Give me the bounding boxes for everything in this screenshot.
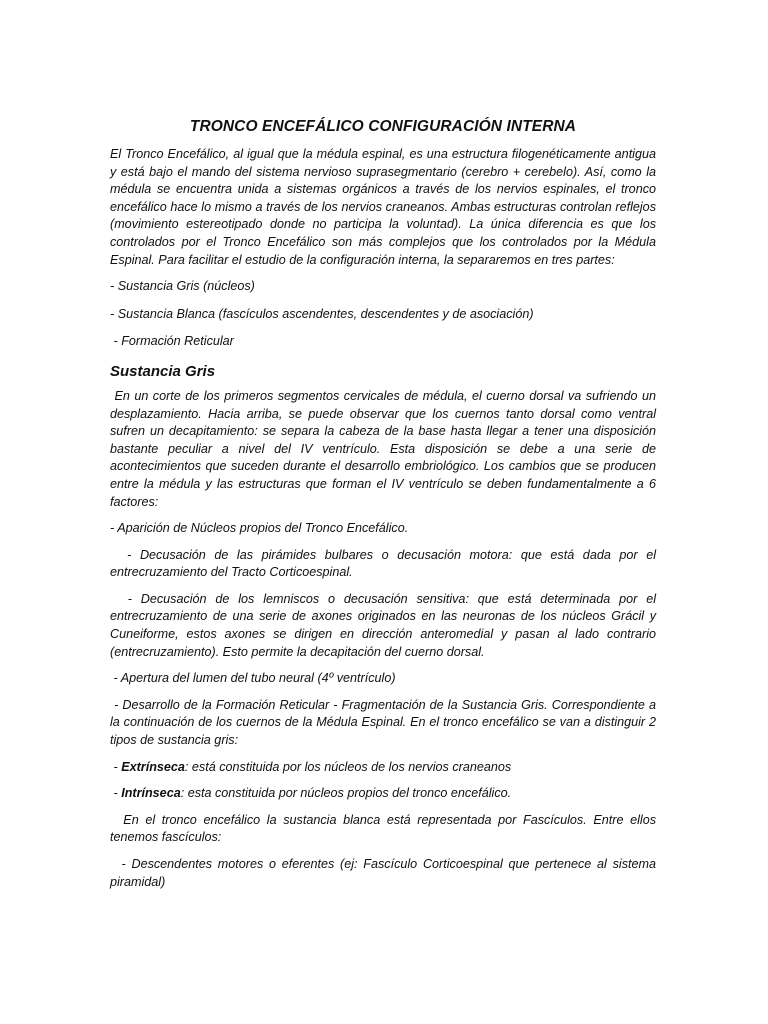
factor-item-5: - Desarrollo de la Formación Reticular - Fragmentación de la Sustancia Gris. Correspondiente a la continuación de los cuernos de la Médula Espinal. En el tronco encefálico se van a distinguir 2 tipos de sustancia gris: — [110, 697, 660, 748]
intrinseca-text: : esta constituida por núcleos propios del tronco encefálico. — [180, 786, 512, 801]
factor-item-3: - Decusación de los lemniscos o decusación sensitiva: que está determinada por el entrecruzamiento de una serie de axones originados en las neuronas de los núcleos Grácil y Cuneiforme, estos axones se dirigen en dirección anteromedial y pasan al lado contrario (entrecruzamiento). Esto permite la decapitación del cuerno dorsal. — [110, 591, 660, 659]
page-title: TRONCO ENCEFÁLICO CONFIGURACIÓN INTERNA — [189, 118, 577, 135]
part-item-formacion-reticular: - Formación Reticular — [110, 334, 234, 349]
factor-item-4: - Apertura del lumen del tubo neural (4º ventrículo) — [110, 671, 396, 686]
gris-paragraph: En un corte de los primeros segmentos cervicales de médula, el cuerno dorsal va sufriendo un desplazamiento. Hacia arriba, se puede observar que los cuernos tanto dorsal como ventral sufren un decapitamiento: se separa la cabeza de la base hasta llegar a tener una disposición bastante peculiar a nivel del IV ventrículo. Esta disposición se debe a una serie de acontecimientos que suceden durante el desarrollo embriológico. Los cambios que se producen entre la médula y las estructuras que forman el IV ventrículo se deben fundamentalmente a 6 factores: — [110, 388, 660, 509]
extrinseca-term: Extrínseca — [121, 759, 185, 774]
extrinseca-prefix: - — [110, 759, 122, 774]
blanca-paragraph: En el tronco encefálico la sustancia blanca está representada por Fascículos. Entre ellos tenemos fascículos: — [110, 812, 660, 845]
part-item-sustancia-gris: - Sustancia Gris (núcleos) — [110, 279, 255, 294]
factor-item-1: - Aparición de Núcleos propios del Tronco Encefálico. — [110, 521, 409, 536]
extrinseca-item — [110, 759, 656, 777]
section-heading: Sustancia Gris — [110, 362, 216, 380]
factor-item-2: - Decusación de las pirámides bulbares o decusación motora: que está dada por el entrecruzamiento del Tracto Corticoespinal. — [110, 547, 660, 580]
descendentes-item: - Descendentes motores o eferentes (ej: Fascículo Corticoespinal que pertenece al sistema piramidal) — [110, 857, 660, 889]
intrinseca-term: Intrínseca — [121, 786, 181, 801]
part-item-sustancia-blanca: - Sustancia Blanca (fascículos ascendentes, descendentes y de asociación) — [110, 306, 534, 321]
intrinseca-item — [110, 785, 656, 803]
extrinseca-text: : está constituida por los núcleos de los nervios craneanos — [184, 759, 512, 774]
intrinseca-prefix: - — [110, 786, 122, 801]
intro-paragraph: El Tronco Encefálico, al igual que la médula espinal, es una estructura filogenéticamente antigua y está bajo el mando del sistema nervioso suprasegmentario (cerebro + cerebelo). Así, como la médula se encuentra unida a sistemas orgánicos a través de los nervios espinales, el tronco encefálico hace lo mismo a través de los nervios craneanos. Ambas estructuras controlan reflejos (movimiento estereotipado donde no participa la voluntad). La única diferencia es que los controlados por el Tronco Encefálico son más complejos que los controlados por la Médula Espinal. Para facilitar el estudio de la configuración interna, la separaremos en tres partes: — [110, 147, 656, 267]
